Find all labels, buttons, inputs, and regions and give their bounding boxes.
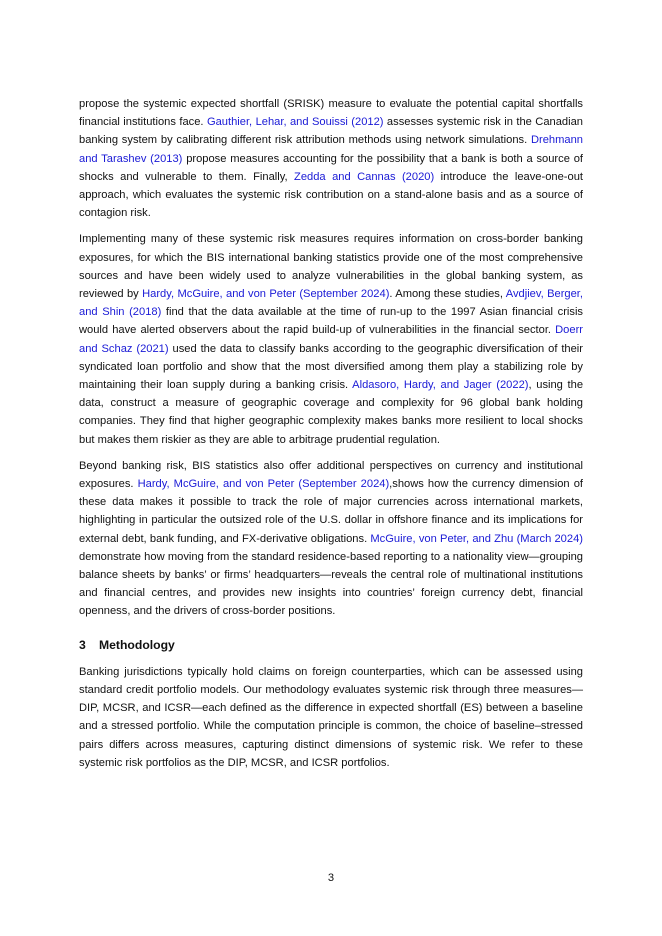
paragraph-text: find that the data available at the time of run-up to the 1997 Asian financial crisis would have alerted observers about the rapid build-up of vulnerabilities in the financial sector.	[79, 306, 583, 337]
paragraph-text: propose measures accounting for the possibility that a bank is both a source of shocks and vulnerable to them. Finally,	[79, 152, 583, 183]
section-heading	[79, 637, 583, 653]
paragraph-text: introduce the leave-one-out approach, which evaluates the systemic risk contribution on a stand-alone basis and as a source of contagion risk.	[79, 170, 583, 220]
citation-link[interactable]: Drehmann and Tarashev (2013)	[79, 134, 583, 165]
citation-link[interactable]: Hardy, McGuire, and von Peter (September 2024)	[137, 478, 390, 491]
page-body	[79, 95, 583, 780]
paragraph-text: Implementing many of these systemic risk measures requires information on cross-border banking exposures, for which the BIS international banking statistics provide one of the most comprehensive sources and have been widely used to analyze vulnerabilities in the global banking system, as reviewed by	[79, 233, 583, 301]
literature-review	[79, 95, 583, 621]
body-paragraph	[79, 95, 583, 222]
paragraph-text: . Among these studies,	[389, 288, 506, 301]
body-paragraph	[79, 230, 583, 448]
paragraph-text: Beyond banking risk, BIS statistics also offer additional perspectives on currency and institutional exposures.	[79, 459, 583, 491]
section-number: 3	[79, 637, 86, 652]
citation-link[interactable]: Hardy, McGuire, and von Peter (September 2024)	[142, 288, 390, 301]
citation-link[interactable]: Avdjiev, Berger, and Shin (2018)	[79, 288, 583, 319]
paragraph-text: propose the systemic expected shortfall (SRISK) measure to evaluate the potential capital shortfalls financial institutions face.	[79, 98, 583, 129]
citation-link[interactable]: Aldasoro, Hardy, and Jager (2022)	[352, 379, 529, 392]
paragraph-text: used the data to classify banks according to the geographic diversification of their syndicated loan portfolio and show that the most diversified among them play a stabilizing role by maintaining their loan supply during a banking crisis.	[79, 342, 583, 392]
citation-link[interactable]: McGuire, von Peter, and Zhu (March 2024)	[370, 532, 583, 545]
body-paragraph	[79, 457, 583, 621]
citation-link[interactable]: Gauthier, Lehar, and Souissi (2012)	[206, 116, 384, 129]
paragraph-text: ,shows how the currency dimension of these data makes it possible to track the role of major currencies across international markets, highlighting in particular the outsized role of the U.S. dollar in offshore finance and its implications for external debt, bank funding, and FX-derivative obligations.	[79, 478, 583, 545]
page-number: 3	[327, 872, 335, 884]
methodology-paragraph: Banking jurisdictions typically hold claims on foreign counterparties, which can be assessed using standard credit portfolio models. Our methodology evaluates systemic risk through three measures—DIP, MCSR, and ICSR—each defined as the difference in expected shortfall (ES) between a baseline and a stressed portfolio. While the computation principle is common, the choice of baseline–stressed pairs differs across measures, capturing distinct dimensions of systemic risk. We refer to these systemic risk portfolios as the DIP, MCSR, and ICSR portfolios.	[79, 665, 583, 769]
paragraph-text: assesses systemic risk in the Canadian banking system by calibrating different risk attribution methods using network simulations.	[79, 116, 583, 147]
section-title: Methodology	[99, 637, 175, 652]
paragraph-text: demonstrate how moving from the standard residence-based reporting to a nationality view—grouping balance sheets by banks’ or firms’ headquarters—reveals the central role of multinational institutions and financial centres, and provides new insights into countries’ foreign currency debt, financial openness, and the drivers of cross-border positions.	[79, 550, 583, 618]
paragraph-text: , using the data, construct a measure of geographic coverage and complexity for 96 global bank holding companies. They find that higher geographic complexity makes banks more resilient to local shocks but makes them riskier as they are able to arbitrage prudential regulation.	[79, 379, 584, 446]
citation-link[interactable]: Zedda and Cannas (2020)	[294, 170, 435, 183]
citation-link[interactable]: Doerr and Schaz (2021)	[79, 324, 583, 355]
